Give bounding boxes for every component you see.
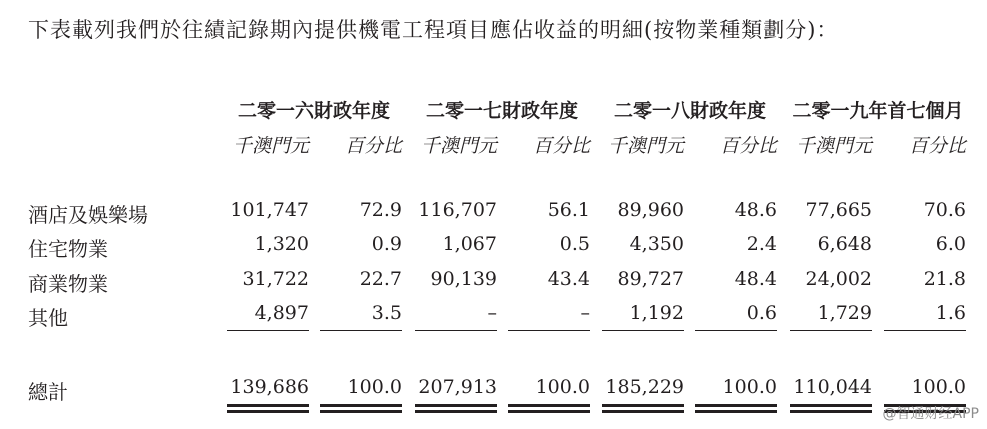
table-cell: 22.7 — [359, 268, 402, 290]
table-cell: 48.6 — [734, 199, 777, 221]
row-label: 酒店及娛樂場 — [28, 203, 148, 227]
total-cell: 100.0 — [911, 376, 966, 398]
total-double-underline — [227, 404, 309, 407]
table-cell: 6.0 — [935, 233, 966, 255]
table-cell: 4,350 — [629, 233, 684, 255]
unit-header-amount: 千澳門元 — [607, 135, 684, 157]
total-double-underline — [508, 404, 590, 407]
unit-header-percent: 百分比 — [908, 135, 966, 157]
table-cell: 1,192 — [629, 302, 684, 324]
table-cell: 24,002 — [805, 268, 872, 290]
table-cell: 3.5 — [371, 302, 402, 324]
table-cell: 89,960 — [617, 199, 684, 221]
table-cell: – — [580, 302, 590, 324]
table-cell: 1,067 — [442, 233, 497, 255]
subtotal-underline — [884, 330, 966, 331]
table-cell: 43.4 — [547, 268, 590, 290]
total-cell: 139,686 — [230, 376, 309, 398]
total-cell: 185,229 — [605, 376, 684, 398]
subtotal-underline — [415, 330, 497, 331]
table-cell: 70.6 — [923, 199, 966, 221]
unit-header-percent: 百分比 — [719, 135, 777, 157]
total-cell: 110,044 — [793, 376, 872, 398]
total-cell: 207,913 — [418, 376, 497, 398]
table-cell: 72.9 — [359, 199, 402, 221]
total-double-underline — [320, 404, 402, 407]
total-cell: 100.0 — [722, 376, 777, 398]
total-label: 總計 — [28, 380, 68, 404]
period-header: 二零一七財政年度 — [425, 100, 578, 122]
total-double-underline — [790, 404, 872, 407]
period-header: 二零一六財政年度 — [237, 100, 390, 122]
table-cell: 48.4 — [734, 268, 777, 290]
unit-header-percent: 百分比 — [532, 135, 590, 157]
total-double-underline — [320, 410, 402, 413]
total-double-underline — [695, 410, 777, 413]
table-cell: 2.4 — [746, 233, 777, 255]
total-double-underline — [790, 410, 872, 413]
total-cell: 100.0 — [347, 376, 402, 398]
table-cell: 4,897 — [254, 302, 309, 324]
watermark: @智通财经APP — [882, 406, 979, 422]
period-header: 二零一八財政年度 — [613, 100, 766, 122]
table-cell: 1,729 — [817, 302, 872, 324]
table-cell: 31,722 — [242, 268, 309, 290]
subtotal-underline — [320, 330, 402, 331]
subtotal-underline — [602, 330, 684, 331]
total-double-underline — [695, 404, 777, 407]
total-double-underline — [415, 404, 497, 407]
table-cell: 6,648 — [817, 233, 872, 255]
subtotal-underline — [695, 330, 777, 331]
table-cell: 1.6 — [935, 302, 966, 324]
table-cell: 56.1 — [547, 199, 590, 221]
table-cell: 90,139 — [430, 268, 497, 290]
subtotal-underline — [508, 330, 590, 331]
row-label: 其他 — [28, 306, 68, 330]
subtotal-underline — [227, 330, 309, 331]
period-header: 二零一九年首七個月 — [792, 100, 964, 122]
total-double-underline — [602, 410, 684, 413]
table-cell: 101,747 — [230, 199, 309, 221]
row-label: 商業物業 — [28, 272, 108, 296]
table-cell: 0.6 — [746, 302, 777, 324]
table-cell: – — [487, 302, 497, 324]
unit-header-amount: 千澳門元 — [232, 135, 309, 157]
row-label: 住宅物業 — [28, 237, 108, 261]
total-cell: 100.0 — [535, 376, 590, 398]
table-cell: 1,320 — [254, 233, 309, 255]
table-cell: 0.5 — [559, 233, 590, 255]
total-double-underline — [227, 410, 309, 413]
total-double-underline — [602, 404, 684, 407]
unit-header-amount: 千澳門元 — [795, 135, 872, 157]
table-cell: 77,665 — [805, 199, 872, 221]
unit-header-amount: 千澳門元 — [420, 135, 497, 157]
unit-header-percent: 百分比 — [344, 135, 402, 157]
table-cell: 116,707 — [418, 199, 497, 221]
intro-text: 下表載列我們於往績記錄期內提供機電工程項目應佔收益的明細(按物業種類劃分)： — [28, 18, 839, 42]
total-double-underline — [508, 410, 590, 413]
subtotal-underline — [790, 330, 872, 331]
table-cell: 89,727 — [617, 268, 684, 290]
total-double-underline — [415, 410, 497, 413]
table-cell: 21.8 — [923, 268, 966, 290]
table-cell: 0.9 — [371, 233, 402, 255]
